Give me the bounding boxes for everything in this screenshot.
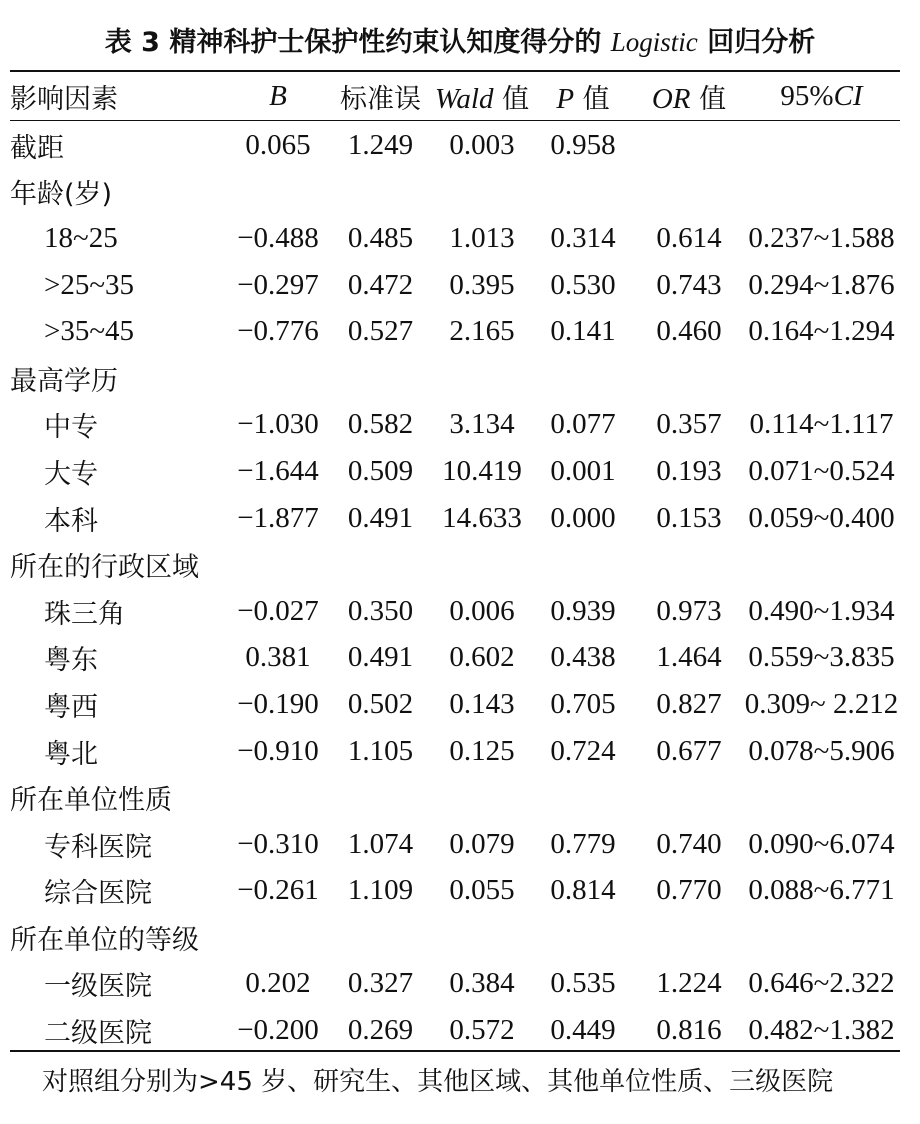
cell-wald <box>433 355 531 402</box>
cell-se: 1.074 <box>347 827 414 860</box>
cell-ci: 0.114~1.117 <box>749 408 894 441</box>
cell-wald <box>433 914 531 961</box>
cell-p: 0.077 <box>550 408 616 441</box>
cell-b: −0.190 <box>237 687 319 720</box>
cell-ci: 0.164~1.294 <box>748 315 895 348</box>
table-header-row <box>10 72 900 120</box>
cell-ci <box>743 914 900 961</box>
row-label: 综合医院 <box>44 878 152 910</box>
row-label: 所在的行政区域 <box>10 552 199 584</box>
cell-b: −0.776 <box>237 315 319 348</box>
cell-or: 0.816 <box>656 1014 722 1047</box>
cell-b: −0.261 <box>237 874 319 907</box>
cell-p: 0.958 <box>550 128 616 161</box>
cell-se: 0.491 <box>347 501 414 534</box>
cell-wald: 3.134 <box>449 408 515 441</box>
cell-se: 0.485 <box>347 221 414 254</box>
cell-wald: 2.165 <box>449 315 515 348</box>
cell-or: 0.973 <box>656 594 722 627</box>
cell-p: 0.724 <box>550 734 616 767</box>
header-p <box>531 72 635 120</box>
cell-b: −1.030 <box>237 408 319 441</box>
table-row <box>10 1007 900 1054</box>
table-title-prefix: 表 3 精神科护士保护性约束认知度得分的 <box>104 27 611 58</box>
header-p-italic: P <box>556 82 575 115</box>
row-label: 所在单位的等级 <box>10 924 199 956</box>
cell-b <box>228 355 328 402</box>
cell-or <box>635 355 743 402</box>
cell-or: 0.460 <box>656 315 722 348</box>
cell-p: 0.438 <box>550 641 616 674</box>
table-row <box>10 262 900 309</box>
header-or <box>635 72 743 120</box>
cell-wald: 14.633 <box>442 501 522 534</box>
cell-se: 1.249 <box>347 128 414 161</box>
cell-or: 1.224 <box>656 967 722 1000</box>
row-label: 大专 <box>44 458 98 490</box>
cell-b <box>228 774 328 821</box>
cell-p: 0.314 <box>550 221 616 254</box>
cell-or: 0.193 <box>656 454 722 487</box>
cell-p <box>531 774 635 821</box>
table-group-row <box>10 120 900 169</box>
cell-b: −0.488 <box>237 221 319 254</box>
header-p-suffix: 值 <box>574 83 610 115</box>
cell-ci: 0.090~6.074 <box>748 827 895 860</box>
table-row <box>10 728 900 775</box>
row-label: 最高学历 <box>10 365 118 397</box>
cell-se: 1.105 <box>347 734 414 767</box>
row-label: 专科医院 <box>44 831 152 863</box>
cell-b <box>228 169 328 216</box>
cell-b <box>228 914 328 961</box>
cell-p <box>531 169 635 216</box>
cell-or <box>635 169 743 216</box>
table-title-suffix: 回归分析 <box>697 27 816 58</box>
cell-se: 0.582 <box>347 408 414 441</box>
row-label: >25~35 <box>44 268 135 301</box>
cell-se: 1.109 <box>347 874 414 907</box>
cell-ci: 0.490~1.934 <box>748 594 895 627</box>
cell-b: 0.202 <box>245 967 311 1000</box>
row-label: >35~45 <box>44 315 135 348</box>
header-wald <box>433 72 531 120</box>
cell-se <box>328 774 433 821</box>
header-se: 标准误 <box>340 83 421 115</box>
regression-table <box>10 72 900 1054</box>
table-row <box>10 635 900 682</box>
table-group-row <box>10 541 900 588</box>
table-group-row <box>10 774 900 821</box>
row-label: 二级医院 <box>44 1018 152 1050</box>
cell-se: 0.327 <box>347 967 414 1000</box>
header-ci <box>743 72 900 120</box>
cell-ci: 0.088~6.771 <box>748 874 895 907</box>
header-or-italic: OR <box>651 82 691 115</box>
cell-or: 0.740 <box>656 827 722 860</box>
cell-b: 0.065 <box>245 128 311 161</box>
cell-p: 0.530 <box>550 268 616 301</box>
row-label: 截距 <box>10 132 64 164</box>
header-factor: 影响因素 <box>10 83 118 115</box>
cell-ci: 0.559~3.835 <box>748 641 895 674</box>
cell-p: 0.779 <box>550 827 616 860</box>
cell-wald: 0.055 <box>449 874 515 907</box>
cell-b: −0.310 <box>237 827 319 860</box>
cell-ci: 0.309~ 2.212 <box>744 687 899 720</box>
table-row <box>10 402 900 449</box>
cell-se: 0.509 <box>347 454 414 487</box>
cell-ci <box>743 541 900 588</box>
cell-or: 0.153 <box>656 501 722 534</box>
cell-p: 0.141 <box>550 315 616 348</box>
header-wald-suffix: 值 <box>493 83 530 115</box>
cell-p <box>531 541 635 588</box>
table-row <box>10 868 900 915</box>
cell-or <box>635 120 743 169</box>
cell-se <box>328 541 433 588</box>
table-group-row <box>10 914 900 961</box>
table-row <box>10 681 900 728</box>
table-title-italic-word: Logistic <box>610 27 698 57</box>
row-label: 年龄(岁) <box>10 179 113 211</box>
cell-or <box>635 914 743 961</box>
cell-wald: 0.602 <box>449 641 515 674</box>
cell-wald: 1.013 <box>449 221 515 254</box>
cell-p <box>531 914 635 961</box>
table-group-row <box>10 355 900 402</box>
cell-ci <box>743 774 900 821</box>
cell-or: 0.677 <box>656 734 722 767</box>
cell-se <box>328 355 433 402</box>
header-ci-prefix: 95% <box>780 79 834 112</box>
cell-se: 0.502 <box>347 687 414 720</box>
row-label: 中专 <box>44 412 98 444</box>
cell-wald <box>433 541 531 588</box>
row-label: 一级医院 <box>44 971 152 1003</box>
cell-p: 0.939 <box>550 594 616 627</box>
row-label: 粤西 <box>44 691 98 723</box>
row-label: 所在单位性质 <box>10 785 172 817</box>
cell-wald: 0.125 <box>449 734 515 767</box>
cell-wald <box>433 774 531 821</box>
cell-or: 0.827 <box>656 687 722 720</box>
cell-se: 0.350 <box>347 594 414 627</box>
cell-p: 0.000 <box>550 501 616 534</box>
cell-wald: 0.572 <box>449 1014 515 1047</box>
cell-ci: 0.078~5.906 <box>748 734 895 767</box>
cell-or: 1.464 <box>656 641 722 674</box>
row-label: 18~25 <box>44 221 118 254</box>
cell-ci: 0.646~2.322 <box>748 967 895 1000</box>
table-row <box>10 495 900 542</box>
cell-ci: 0.294~1.876 <box>748 268 895 301</box>
cell-ci: 0.059~0.400 <box>748 501 895 534</box>
cell-b: −0.027 <box>237 594 319 627</box>
cell-se: 0.527 <box>347 315 414 348</box>
cell-wald: 0.006 <box>449 594 515 627</box>
cell-se: 0.472 <box>347 268 414 301</box>
cell-or: 0.743 <box>656 268 722 301</box>
footnote: 对照组分别为>45 岁、研究生、其他区域、其他单位性质、三级医院 <box>42 1067 834 1097</box>
cell-or: 0.770 <box>656 874 722 907</box>
table-group-row <box>10 169 900 216</box>
cell-ci: 0.482~1.382 <box>748 1014 895 1047</box>
table-title <box>0 22 920 63</box>
cell-se: 0.269 <box>347 1014 414 1047</box>
cell-p: 0.535 <box>550 967 616 1000</box>
header-wald-italic: Wald <box>434 82 494 115</box>
row-label: 珠三角 <box>44 598 125 630</box>
cell-or: 0.357 <box>656 408 722 441</box>
header-ci-italic: CI <box>833 79 863 112</box>
table-row <box>10 448 900 495</box>
cell-b: −0.297 <box>237 268 319 301</box>
cell-p: 0.449 <box>550 1014 616 1047</box>
cell-se <box>328 169 433 216</box>
cell-or <box>635 541 743 588</box>
cell-b: 0.381 <box>245 641 311 674</box>
cell-wald: 0.395 <box>449 268 515 301</box>
cell-b: −1.644 <box>237 454 319 487</box>
cell-b <box>228 541 328 588</box>
table-row <box>10 215 900 262</box>
cell-p: 0.814 <box>550 874 616 907</box>
cell-wald: 0.384 <box>449 967 515 1000</box>
header-or-suffix: 值 <box>690 83 727 115</box>
cell-or: 0.614 <box>656 221 722 254</box>
cell-se: 0.491 <box>347 641 414 674</box>
table-row <box>10 588 900 635</box>
cell-wald: 0.079 <box>449 827 515 860</box>
cell-ci <box>743 169 900 216</box>
cell-b: −1.877 <box>237 501 319 534</box>
cell-wald <box>433 169 531 216</box>
cell-ci: 0.071~0.524 <box>748 454 895 487</box>
row-label: 粤东 <box>44 645 98 677</box>
table-row <box>10 308 900 355</box>
cell-wald: 10.419 <box>442 454 522 487</box>
cell-ci: 0.237~1.588 <box>748 221 895 254</box>
header-b-label: B <box>269 79 287 112</box>
cell-or <box>635 774 743 821</box>
cell-p: 0.001 <box>550 454 616 487</box>
table-row <box>10 961 900 1008</box>
cell-p <box>531 355 635 402</box>
cell-se <box>328 914 433 961</box>
cell-ci <box>743 355 900 402</box>
cell-ci <box>743 120 900 169</box>
table-body <box>10 120 900 1054</box>
header-b <box>228 72 328 120</box>
table-row <box>10 821 900 868</box>
cell-wald: 0.143 <box>449 687 515 720</box>
cell-p: 0.705 <box>550 687 616 720</box>
cell-b: −0.910 <box>237 734 319 767</box>
row-label: 粤北 <box>44 738 98 770</box>
cell-b: −0.200 <box>237 1014 319 1047</box>
row-label: 本科 <box>44 505 98 537</box>
cell-wald: 0.003 <box>449 128 515 161</box>
